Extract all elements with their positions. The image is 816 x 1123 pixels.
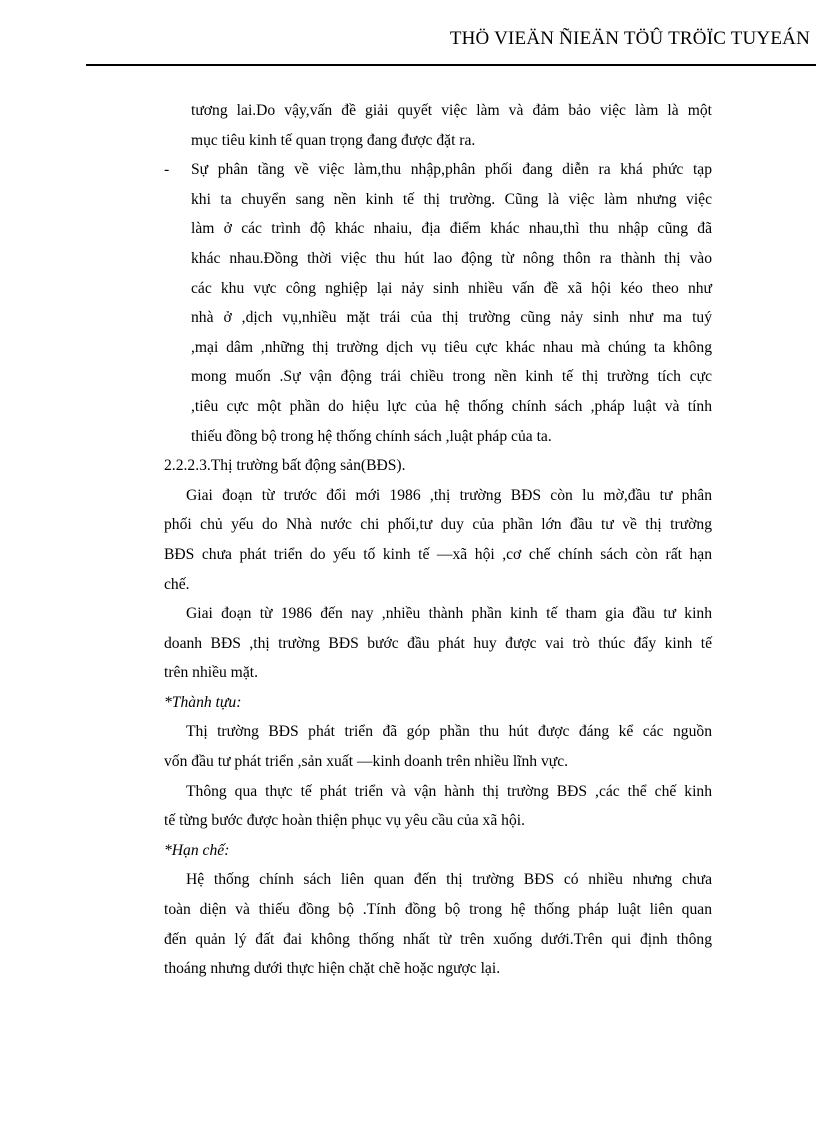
text-line: đến quản lý đất đai không thống nhất từ trên xuống dưới.Trên qui định thông xyxy=(164,930,712,948)
paragraph-limitations xyxy=(164,865,712,983)
text-line: Giai đoạn từ trước đổi mới 1986 ,thị trường BĐS còn lu mờ,đầu tư phân xyxy=(186,486,712,504)
limitations-heading: *Hạn chế: xyxy=(164,841,230,859)
paragraph-achievement-2 xyxy=(164,777,712,836)
text-line: doanh BĐS ,thị trường BĐS bước đầu phát huy được vai trò thúc đẩy kinh tế xyxy=(164,634,712,652)
text-line: ,tiêu cực một phần do hiệu lực của hệ thống chính sách ,pháp luật và tính xyxy=(191,397,712,415)
text-line: các khu vực công nghiệp lại nảy sinh nhiều vấn đề xã hội kéo theo như xyxy=(191,279,712,297)
text-line: mong muốn .Sự vận động trái chiều trong nền kinh tế thị trường tích cực xyxy=(191,368,712,386)
text-line: tế từng bước được hoàn thiện phục vụ yêu cầu của xã hội. xyxy=(164,812,525,830)
library-header-title: THÖ VIEÄN ÑIEÄN TÖÛ TRÖÏC TUYEÁN xyxy=(449,28,810,49)
bullet-dash: - xyxy=(164,161,170,179)
text-line: mục tiêu kinh tế quan trọng đang được đặt ra. xyxy=(191,131,476,149)
text-line: Thị trường BĐS phát triển đã góp phần thu hút được đáng kể các nguồn xyxy=(186,723,712,741)
text-line: Giai đoạn từ 1986 đến nay ,nhiều thành phần kinh tế tham gia đầu tư kinh xyxy=(186,605,712,623)
text-line: phối chủ yếu do Nhà nước chi phối,tư duy của phần lớn đầu tư về thị trường xyxy=(164,516,712,534)
text-line: vốn đầu tư phát triển ,sản xuất —kinh doanh trên nhiều lĩnh vực. xyxy=(164,753,569,771)
text-line: Hệ thống chính sách liên quan đến thị trường BĐS có nhiều nhưng chưa xyxy=(186,871,712,889)
intro-paragraph xyxy=(164,96,712,155)
header-rule xyxy=(86,64,816,66)
text-line: BĐS chưa phát triển do yếu tố kinh tế —xã hội ,cơ chế chính sách còn rất hạn xyxy=(164,545,712,563)
text-line: tương lai.Do vậy,vấn đề giải quyết việc làm và đảm bảo việc làm là một xyxy=(191,102,712,119)
text-line: chế. xyxy=(164,575,190,593)
text-line: khác nhau.Đồng thời việc thu hút lao động từ nông thôn ra thành thị vào xyxy=(191,249,712,267)
text-line: toàn diện và thiếu đồng bộ .Tính đồng bộ trong hệ thống pháp luật liên quan xyxy=(164,901,712,919)
document-body xyxy=(164,96,712,984)
achievements-heading: *Thành tựu: xyxy=(164,693,242,711)
paragraph-achievement-1 xyxy=(164,717,712,776)
text-line: Sự phân tầng về việc làm,thu nhập,phân phối đang diễn ra khá phức tạp xyxy=(191,161,712,179)
text-line: trên nhiều mặt. xyxy=(164,664,258,682)
text-line: Thông qua thực tế phát triển và vận hành thị trường BĐS ,các thể chế kinh xyxy=(186,782,712,800)
text-line: ,mại dâm ,những thị trường dịch vụ tiêu cực khác nhau mà chúng ta không xyxy=(191,338,712,356)
text-line: khi ta chuyển sang nền kinh tế thị trường. Cũng là việc làm nhưng việc xyxy=(191,190,712,208)
text-line: thoáng nhưng dưới thực hiện chặt chẽ hoặc ngược lại. xyxy=(164,960,501,978)
text-line: thiếu đồng bộ trong hệ thống chính sách ,luật pháp của ta. xyxy=(191,427,552,445)
bullet-paragraph xyxy=(164,155,712,451)
text-line: làm ở các trình độ khác nhaiu, địa điểm khác nhau,thì thu nhập cũng đã xyxy=(191,220,712,238)
text-line: nhà ở ,dịch vụ,nhiều mặt trái của thị trường cũng nảy sinh như ma tuý xyxy=(191,309,712,327)
paragraph-post-1986 xyxy=(164,599,712,688)
section-heading: 2.2.2.3.Thị trường bất động sản(BĐS). xyxy=(164,457,406,475)
paragraph-pre-1986 xyxy=(164,481,712,599)
